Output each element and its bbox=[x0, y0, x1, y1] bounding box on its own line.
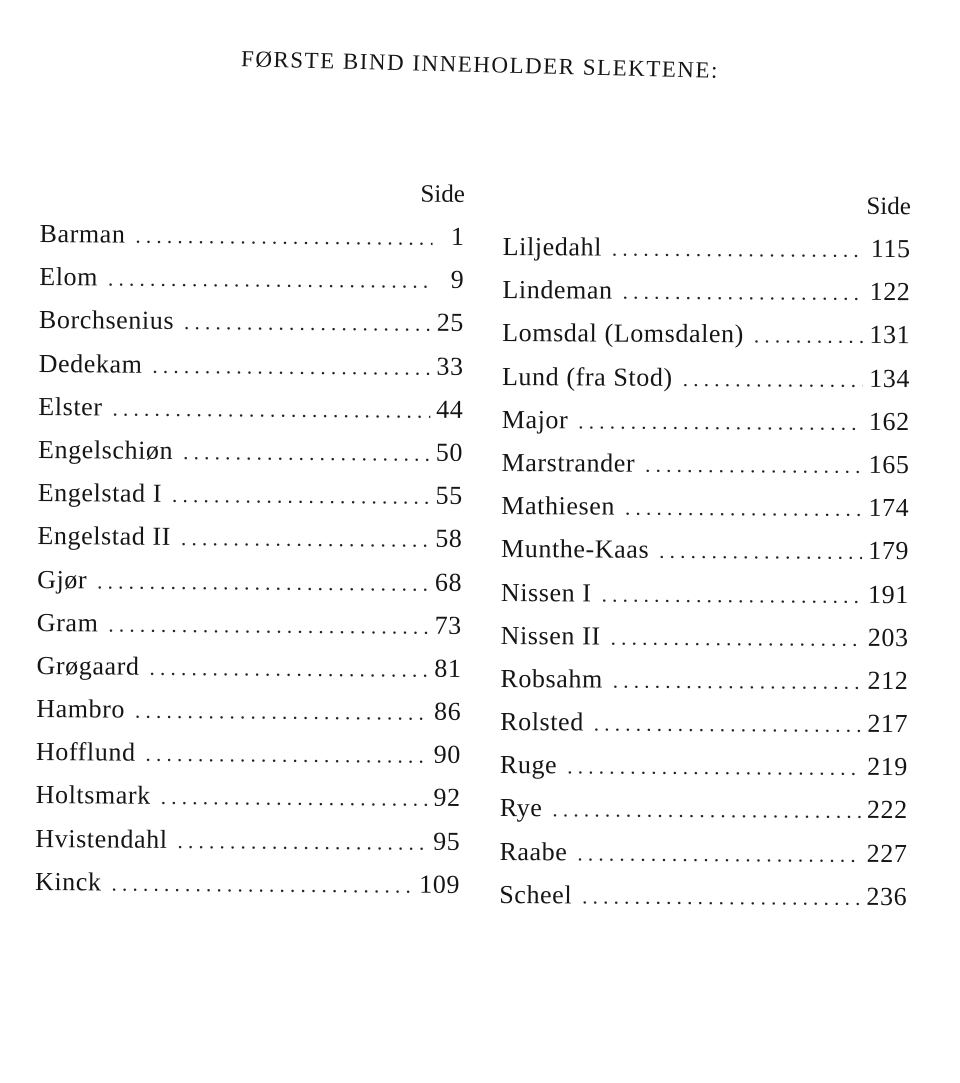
toc-entry bbox=[37, 514, 462, 560]
entry-name: Lund (fra Stod) bbox=[501, 361, 673, 392]
dot-leader bbox=[111, 862, 413, 907]
entry-name: Nissen I bbox=[500, 577, 592, 607]
dot-leader bbox=[613, 659, 862, 704]
right-column bbox=[499, 185, 911, 918]
dot-leader bbox=[152, 344, 430, 389]
dot-leader bbox=[659, 530, 862, 574]
dot-leader bbox=[625, 487, 863, 531]
side-header-left: Side bbox=[420, 180, 465, 208]
dot-leader bbox=[552, 789, 861, 834]
entry-name: Hambro bbox=[36, 694, 126, 724]
entry-name: Engelstad I bbox=[37, 478, 163, 508]
toc-entry bbox=[499, 873, 907, 918]
dot-leader bbox=[594, 703, 862, 748]
toc-entry bbox=[500, 700, 908, 745]
toc-entry bbox=[36, 730, 461, 776]
toc-entry bbox=[501, 570, 909, 615]
dot-leader bbox=[145, 733, 427, 778]
entry-name: Rye bbox=[499, 793, 543, 823]
toc-entry bbox=[35, 773, 460, 819]
entry-name: Lindeman bbox=[502, 275, 613, 305]
toc-entry bbox=[501, 527, 909, 572]
toc-entry bbox=[38, 385, 463, 431]
entry-page-number: 217 bbox=[867, 708, 909, 739]
entry-name: Hvistendahl bbox=[35, 823, 168, 854]
toc-entry bbox=[36, 687, 461, 733]
entry-name: Borchsenius bbox=[38, 305, 175, 336]
toc-entry bbox=[501, 441, 909, 486]
side-header-right: Side bbox=[866, 192, 911, 221]
entry-name: Liljedahl bbox=[502, 231, 603, 262]
dot-leader bbox=[108, 603, 428, 648]
entry-name: Mathiesen bbox=[501, 491, 616, 521]
entry-page-number: 219 bbox=[867, 752, 909, 782]
dot-leader bbox=[683, 358, 864, 402]
dot-leader bbox=[578, 400, 863, 445]
toc-entry bbox=[501, 484, 909, 529]
entry-page-number: 179 bbox=[868, 536, 910, 566]
dot-leader bbox=[177, 820, 427, 865]
entry-name: Elster bbox=[38, 391, 103, 422]
entry-name: Kinck bbox=[34, 866, 102, 897]
entry-name: Holtsmark bbox=[35, 780, 151, 811]
toc-entry bbox=[500, 657, 908, 702]
entry-page-number: 134 bbox=[869, 363, 911, 393]
entry-name: Gram bbox=[36, 607, 99, 638]
entry-name: Raabe bbox=[499, 836, 568, 866]
dot-leader bbox=[645, 444, 863, 488]
entry-page-number: 203 bbox=[867, 622, 909, 652]
toc-entry bbox=[35, 817, 460, 863]
left-column bbox=[35, 172, 465, 906]
entry-page-number: 58 bbox=[435, 524, 463, 554]
entry-page-number: 73 bbox=[434, 610, 462, 640]
entry-name: Dedekam bbox=[38, 348, 143, 379]
toc-entry bbox=[500, 786, 908, 831]
dot-leader bbox=[577, 832, 860, 877]
dot-leader bbox=[582, 875, 861, 920]
dot-leader bbox=[611, 616, 862, 661]
entry-name: Engelstad II bbox=[37, 521, 172, 552]
dot-leader bbox=[184, 301, 431, 346]
toc-entry bbox=[502, 355, 910, 400]
toc-entry bbox=[37, 601, 462, 647]
toc-entry bbox=[503, 225, 911, 270]
dot-leader bbox=[567, 746, 861, 791]
toc-entry bbox=[501, 614, 909, 659]
entry-page-number: 222 bbox=[866, 795, 908, 825]
toc-entry bbox=[38, 428, 463, 474]
toc-entry bbox=[502, 398, 910, 443]
dot-leader bbox=[108, 258, 433, 303]
dot-leader bbox=[161, 776, 428, 821]
entry-page-number: 33 bbox=[436, 351, 464, 381]
entry-page-number: 92 bbox=[433, 783, 461, 813]
page-title: FØRSTE BIND INNEHOLDER SLEKTENE: bbox=[240, 46, 720, 83]
toc-entry bbox=[502, 268, 910, 313]
toc-entry bbox=[39, 298, 464, 344]
entry-name: Robsahm bbox=[500, 663, 603, 694]
entry-page-number: 115 bbox=[870, 233, 911, 264]
entry-page-number: 95 bbox=[433, 826, 461, 856]
entry-page-number: 162 bbox=[868, 406, 910, 436]
entry-page-number: 191 bbox=[867, 579, 909, 609]
dot-leader bbox=[612, 228, 865, 273]
entry-name: Scheel bbox=[499, 879, 573, 910]
dot-leader bbox=[181, 517, 430, 562]
toc-entry bbox=[39, 255, 464, 301]
left-entry-list bbox=[35, 212, 465, 906]
right-entry-list bbox=[499, 225, 911, 918]
toc-entry bbox=[38, 471, 463, 517]
dot-leader bbox=[601, 573, 862, 618]
entry-page-number: 1 bbox=[450, 221, 465, 251]
entry-name: Grøgaard bbox=[36, 650, 140, 681]
entry-name: Major bbox=[501, 404, 569, 435]
entry-page-number: 44 bbox=[436, 394, 464, 424]
toc-entry bbox=[499, 830, 907, 875]
dot-leader bbox=[149, 647, 428, 692]
entry-name: Gjør bbox=[37, 564, 88, 594]
entry-page-number: 55 bbox=[435, 480, 463, 511]
entry-name: Hofflund bbox=[35, 737, 136, 767]
dot-leader bbox=[754, 315, 864, 359]
dot-leader bbox=[623, 271, 864, 315]
entry-name: Rolsted bbox=[500, 707, 584, 737]
entry-page-number: 90 bbox=[433, 740, 462, 770]
toc-entry bbox=[35, 860, 460, 906]
entry-page-number: 68 bbox=[434, 567, 463, 597]
entry-page-number: 81 bbox=[434, 653, 462, 683]
entry-page-number: 212 bbox=[867, 665, 909, 696]
entry-page-number: 174 bbox=[868, 493, 910, 523]
dot-leader bbox=[97, 560, 429, 606]
entry-page-number: 165 bbox=[868, 449, 910, 480]
toc-entry bbox=[500, 743, 908, 788]
dot-leader bbox=[172, 474, 430, 519]
toc-entry bbox=[39, 342, 464, 388]
entry-name: Munthe-Kaas bbox=[501, 534, 650, 565]
entry-name: Barman bbox=[39, 218, 126, 249]
toc-entry bbox=[39, 212, 464, 258]
entry-name: Ruge bbox=[499, 750, 558, 780]
entry-page-number: 25 bbox=[436, 308, 465, 338]
entry-page-number: 50 bbox=[435, 437, 464, 467]
entry-page-number: 236 bbox=[866, 881, 908, 911]
entry-name: Marstrander bbox=[501, 447, 636, 478]
toc-entry bbox=[36, 644, 461, 690]
dot-leader bbox=[112, 387, 430, 432]
entry-page-number: 86 bbox=[433, 696, 462, 727]
entry-name: Elom bbox=[39, 262, 99, 292]
toc-entry bbox=[502, 311, 910, 356]
entry-page-number: 131 bbox=[869, 320, 911, 350]
entry-page-number: 109 bbox=[419, 869, 461, 899]
dot-leader bbox=[135, 690, 428, 735]
entry-name: Nissen II bbox=[500, 620, 601, 651]
entry-name: Lomsdal (Lomsdalen) bbox=[502, 318, 745, 349]
entry-page-number: 227 bbox=[866, 838, 908, 868]
entry-name: Engelschiøn bbox=[37, 434, 174, 465]
dot-leader bbox=[183, 431, 430, 476]
toc-entry bbox=[37, 557, 462, 603]
dot-leader bbox=[135, 215, 432, 260]
entry-page-number: 9 bbox=[450, 265, 465, 295]
entry-page-number: 122 bbox=[869, 277, 911, 307]
